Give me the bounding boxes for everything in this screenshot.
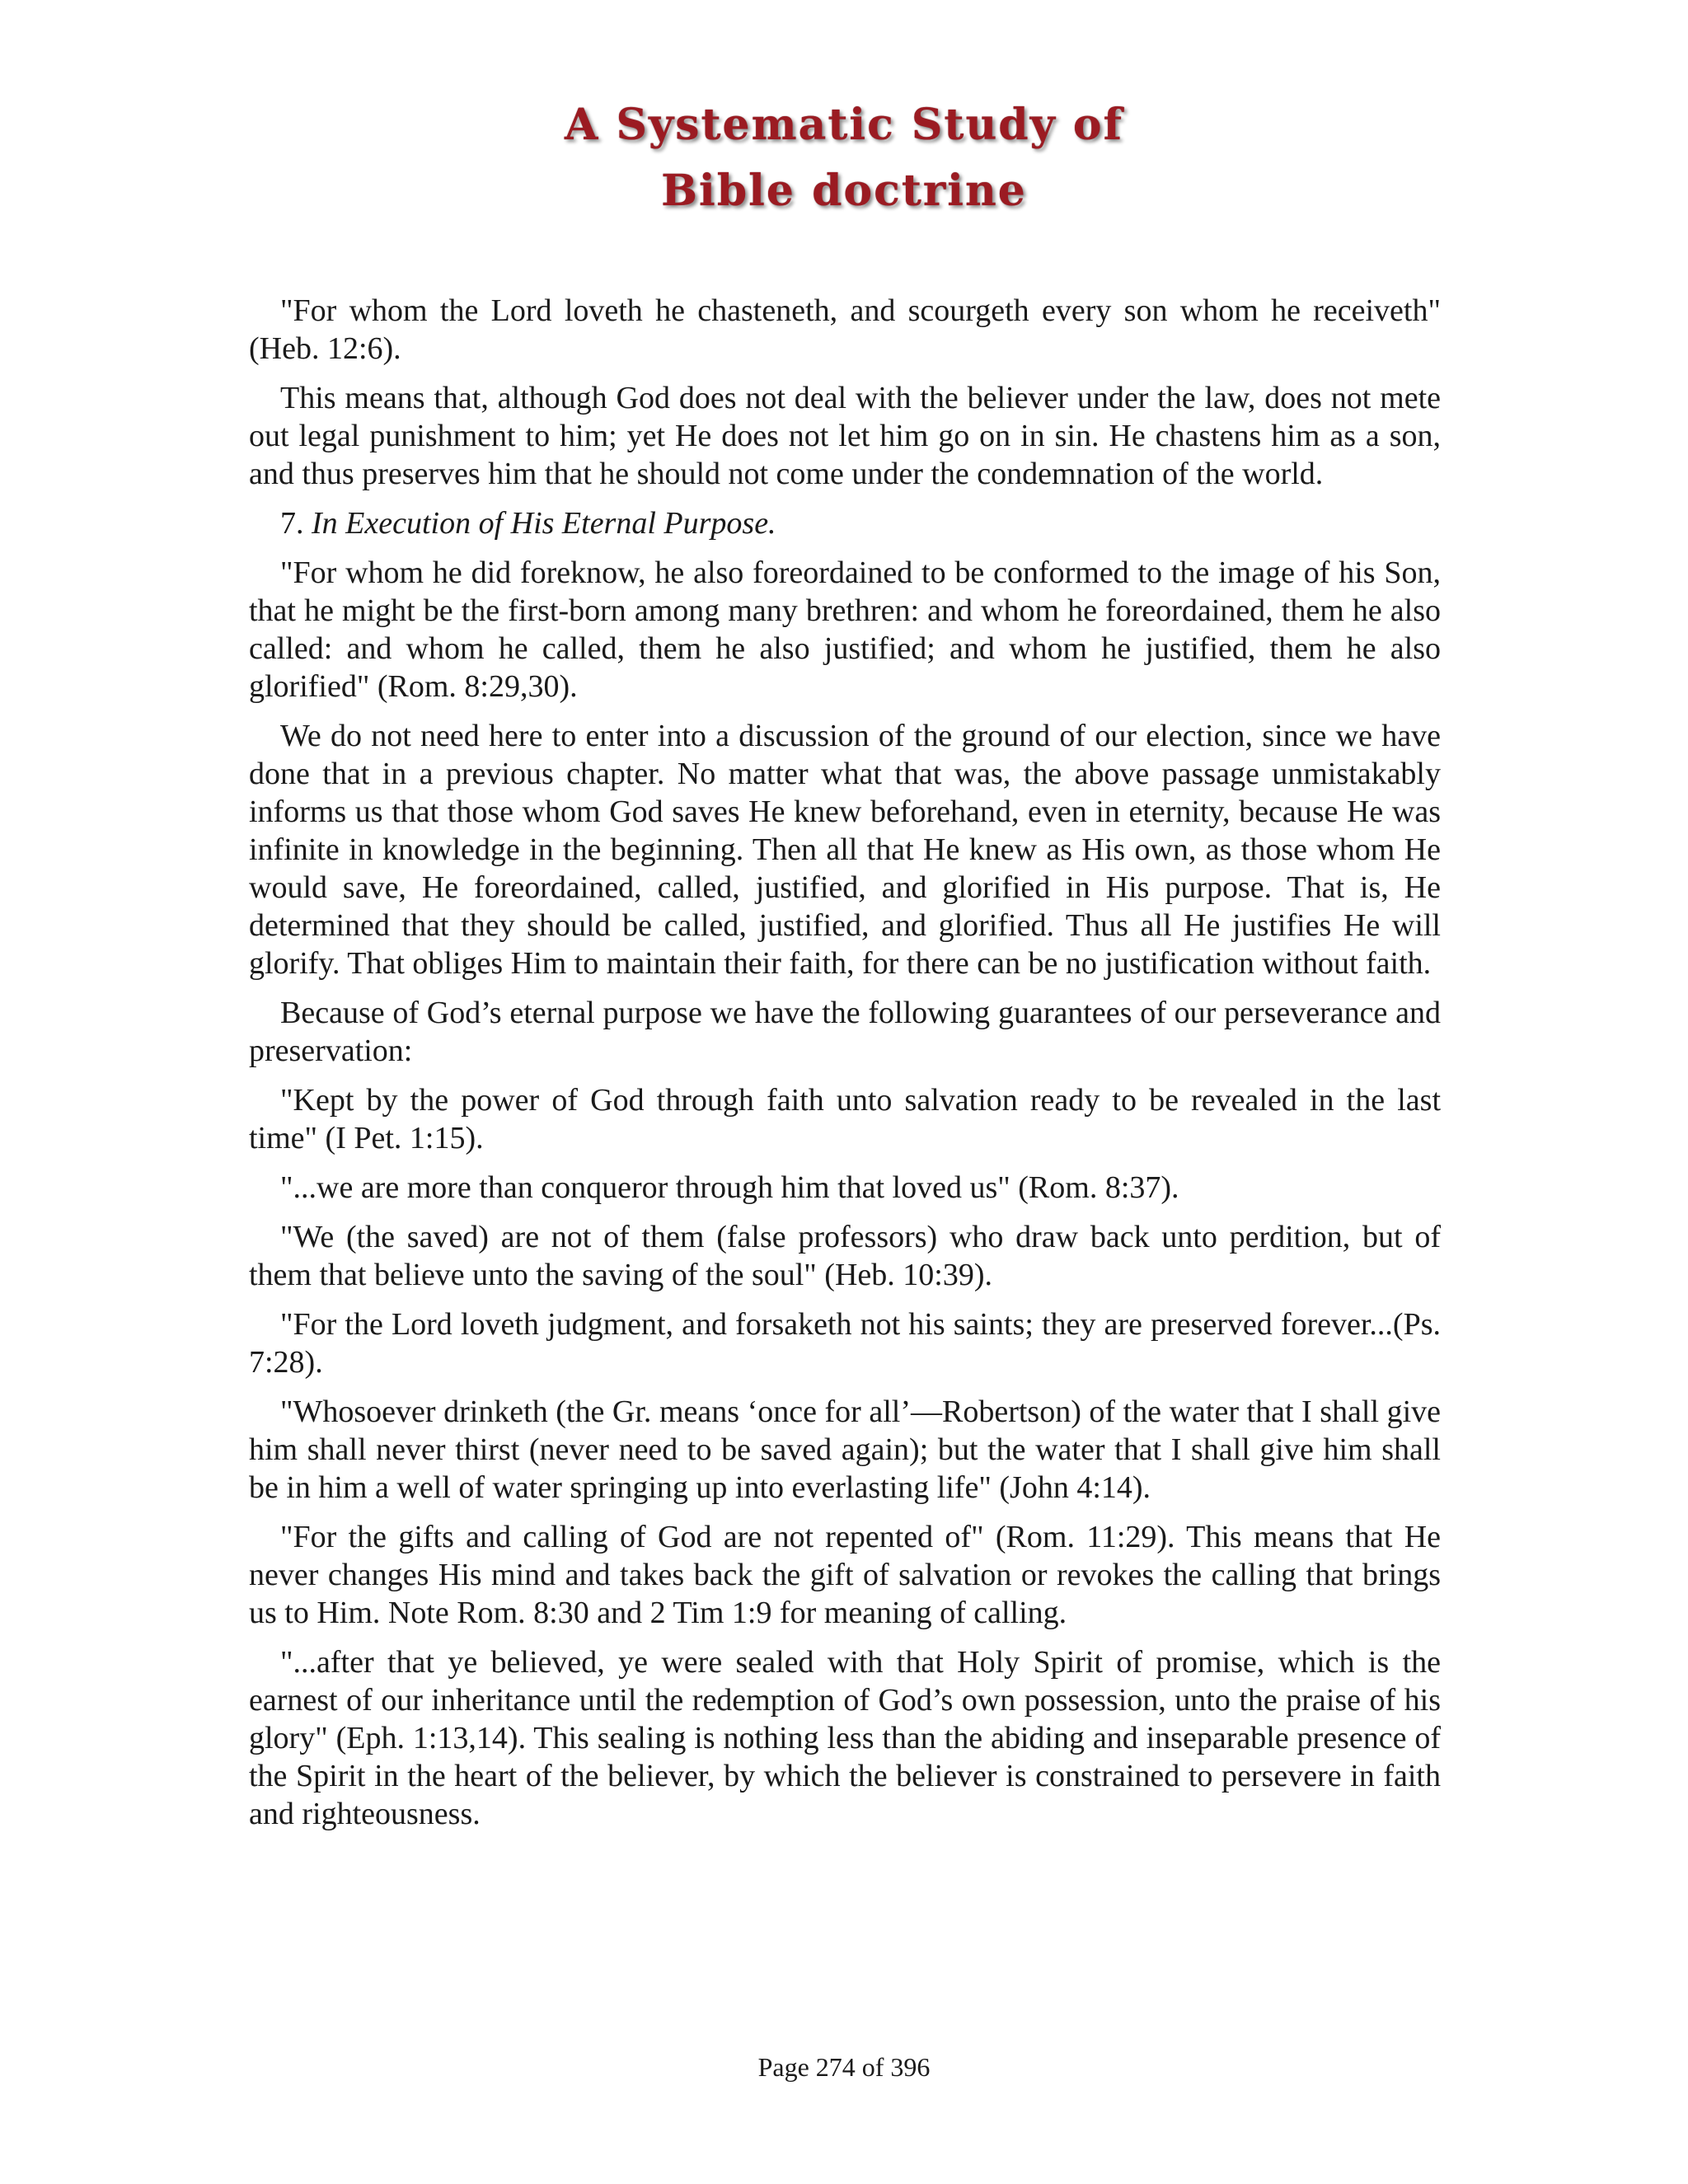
section-number: 7.: [280, 506, 304, 541]
paragraph: "For the Lord loveth judgment, and forsaketh not his saints; they are preserved forever...(Ps. 7:28).: [249, 1307, 1441, 1380]
paragraph: "For whom the Lord loveth he chasteneth, and scourgeth every son whom he receiveth" (Heb. 12:6).: [249, 293, 1441, 366]
section-title: In Execution of His Eternal Purpose.: [312, 506, 776, 541]
document-body: [249, 292, 1441, 1844]
page-header: [0, 92, 1688, 224]
section-heading: [249, 504, 1441, 542]
paragraph: "For whom he did foreknow, he also foreordained to be conformed to the image of his Son, that he might be the first-born among many brethren: and whom he foreordained, them he also called: and whom he called, them he also justified; and whom he justified, them he also glorified" (Rom. 8:29,30).: [249, 555, 1441, 704]
paragraph: "Kept by the power of God through faith unto salvation ready to be revealed in the last time" (I Pet. 1:15).: [249, 1083, 1441, 1155]
page-number: Page 274 of 396: [757, 2052, 931, 2082]
header-title-line-2: Bible doctrine: [661, 166, 1027, 216]
paragraph: "Whosoever drinketh (the Gr. means ‘once for all’—Robertson) of the water that I shall give him shall never thirst (never need to be saved again); but the water that I shall give him shall be in him a well of water springing up into everlasting life" (John 4:14).: [249, 1394, 1441, 1505]
paragraph: "...we are more than conqueror through him that loved us" (Rom. 8:37).: [280, 1170, 1179, 1205]
paragraph: Because of God’s eternal purpose we have the following guarantees of our perseverance and preservation:: [249, 996, 1441, 1068]
paragraph: This means that, although God does not deal with the believer under the law, does not mete out legal punishment to him; yet He does not let him go on in sin. He chastens him as a son, and thus preserves him that he should not come under the condemnation of the world.: [249, 381, 1441, 491]
paragraph: We do not need here to enter into a discussion of the ground of our election, since we have done that in a previous chapter. No matter what that was, the above passage unmistakably informs us that those whom God saves He knew beforehand, even in eternity, because He was infinite in knowledge in the beginning. Then all that He knew as His own, as those whom He would save, He foreordained, called, justified, and glorified in His purpose. That is, He determined that they should be called, justified, and glorified. Thus all He justifies He will glorify. That obliges Him to maintain their faith, for there can be no justification without faith.: [249, 719, 1441, 981]
header-title-line-1: A Systematic Study of: [565, 100, 1123, 150]
paragraph: "We (the saved) are not of them (false professors) who draw back unto perdition, but of them that believe unto the saving of the soul" (Heb. 10:39).: [249, 1220, 1441, 1292]
paragraph: "For the gifts and calling of God are not repented of" (Rom. 11:29). This means that He never changes His mind and takes back the gift of salvation or revokes the calling that brings us to Him. Note Rom. 8:30 and 2 Tim 1:9 for meaning of calling.: [249, 1520, 1441, 1630]
paragraph: "...after that ye believed, ye were sealed with that Holy Spirit of promise, which is the earnest of our inheritance until the redemption of God’s own possession, unto the praise of his glory" (Eph. 1:13,14). This sealing is nothing less than the abiding and inseparable presence of the Spirit in the heart of the believer, by which the believer is constrained to persevere in faith and righteousness.: [249, 1645, 1441, 1831]
